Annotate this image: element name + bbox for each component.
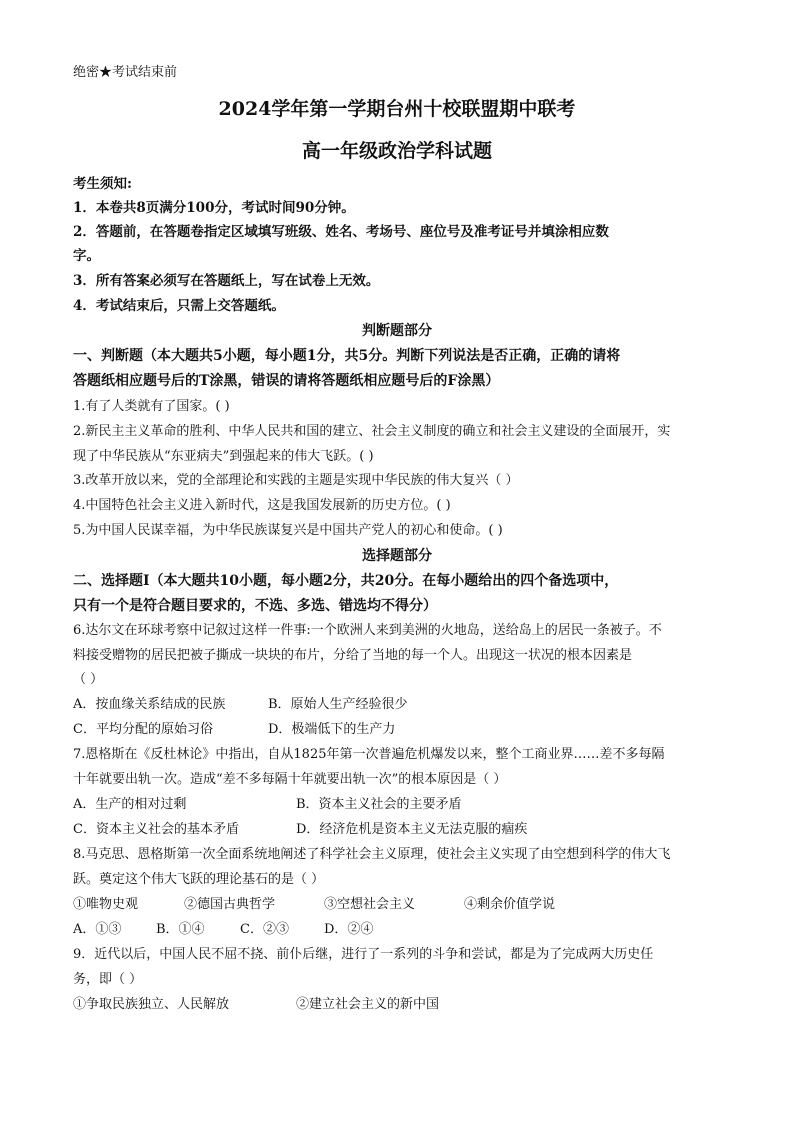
confidential-label: 绝密★考试结束前: [73, 65, 178, 80]
question-8-option-b: B．①④: [156, 922, 205, 937]
question-8-option-d: D．②④: [324, 922, 374, 937]
question-7: 7.恩格斯在《反杜林论》中指出，自从1825年第一次普遍危机爆发以来，整个工商业界……差不多每隔: [73, 747, 665, 762]
question-9-cont: 务，即（ ）: [73, 972, 143, 987]
judgment-instructions-cont: 答题纸相应题号后的T涂黑，错误的请将答题纸相应题号后的F涂黑）: [73, 373, 500, 389]
exam-subtitle: 高一年级政治学科试题: [301, 140, 492, 162]
question-6-cont: 料接受赠物的居民把被子撕成一块块的布片，分给了当地的每一个人。出现这一状况的根本因素是: [73, 648, 633, 663]
question-8-item-4: ④剩余价值学说: [464, 897, 556, 912]
question-6-option-d: D．极端低下的生产力: [268, 722, 396, 737]
question-8-option-c: C．②③: [240, 922, 289, 937]
question-8-item-2: ②德国古典哲学: [184, 897, 276, 912]
notice-item-2: 2．答题前，在答题卷指定区域填写班级、姓名、考场号、座位号及准考证号并填涂相应数: [73, 224, 609, 240]
question-9: 9．近代以后，中国人民不屈不挠、前仆后继，进行了一系列的斗争和尝试，都是为了完成两大历史任: [73, 947, 654, 962]
question-8-item-3: ③空想社会主义: [324, 897, 416, 912]
question-6-option-a: A．按血缘关系结成的民族: [73, 697, 226, 712]
question-1: 1.有了人类就有了国家。( ): [73, 399, 230, 414]
question-6-option-b: B．原始人生产经验很少: [268, 697, 408, 712]
question-7-option-b: B．资本主义社会的主要矛盾: [296, 797, 462, 812]
question-2-cont: 现了中华民族从“东亚病夫”到强起来的伟大飞跃。( ): [73, 449, 374, 464]
question-8-option-a: A．①③: [73, 922, 122, 937]
question-7-option-c: C．资本主义社会的基本矛盾: [73, 822, 239, 837]
question-9-item-1: ①争取民族独立、人民解放: [73, 997, 230, 1012]
judgment-instructions: 一、判断题（本大题共5小题，每小题1分，共5分。判断下列说法是否正确，正确的请将: [73, 348, 621, 364]
question-6-option-c: C．平均分配的原始习俗: [73, 722, 213, 737]
notice-item-2-cont: 字。: [73, 248, 100, 264]
question-3: 3.改革开放以来，党的全部理论和实践的主题是实现中华民族的伟大复兴（ ）: [73, 473, 519, 488]
notice-item-3: 3．所有答案必须写在答题纸上，写在试卷上无效。: [73, 273, 380, 289]
notice-item-1: 1．本卷共8页满分100分，考试时间90分钟。: [73, 200, 355, 216]
section-heading-judgment: 判断题部分: [362, 323, 432, 339]
section-heading-choice: 选择题部分: [362, 548, 432, 564]
question-5: 5.为中国人民谋幸福，为中华民族谋复兴是中国共产党人的初心和使命。( ): [73, 523, 503, 538]
question-8: 8.马克思、恩格斯第一次全面系统地阐述了科学社会主义原理，使社会主义实现了由空想到科学的伟大飞: [73, 847, 671, 862]
notice-heading: 考生须知:: [73, 176, 132, 192]
question-4: 4.中国特色社会主义进入新时代，这是我国发展新的历史方位。( ): [73, 498, 451, 513]
question-8-item-1: ①唯物史观: [73, 897, 139, 912]
choice-instructions-cont: 只有一个是符合题目要求的，不选、多选、错选均不得分）: [73, 598, 437, 614]
notice-item-4: 4．考试结束后，只需上交答题纸。: [73, 298, 285, 314]
question-6: 6.达尔文在环球考察中记叙过这样一件事:一个欧洲人来到美洲的火地岛，送给岛上的居民一条被子。不: [73, 623, 662, 638]
question-6-blank: （ ）: [73, 672, 104, 687]
question-2: 2.新民主主义革命的胜利、中华人民共和国的建立、社会主义制度的确立和社会主义建设的全面展开，实: [73, 424, 671, 439]
question-7-option-d: D．经济危机是资本主义无法克服的痼疾: [296, 822, 528, 837]
question-7-option-a: A．生产的相对过剩: [73, 797, 187, 812]
choice-instructions: 二、选择题Ⅰ（本大题共10小题，每小题2分，共20分。在每小题给出的四个备选项中，: [73, 573, 619, 589]
question-8-cont: 跃。奠定这个伟大飞跃的理论基石的是（ ）: [73, 872, 325, 887]
exam-title: 2024学年第一学期台州十校联盟期中联考: [218, 98, 576, 120]
question-7-cont: 十年就要出轨一次。造成“差不多每隔十年就要出轨一次”的根本原因是（ ）: [73, 772, 507, 787]
question-9-item-2: ②建立社会主义的新中国: [296, 997, 440, 1012]
